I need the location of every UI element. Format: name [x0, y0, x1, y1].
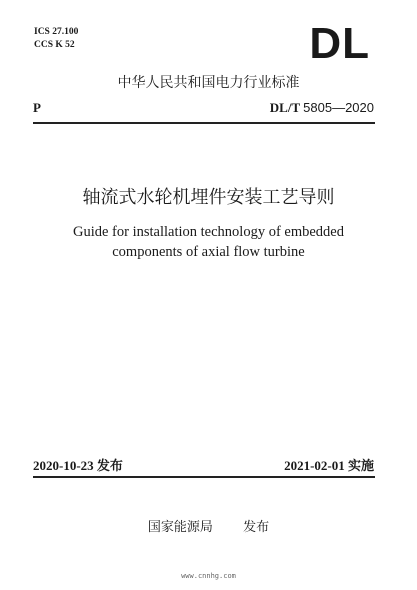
- publisher-name: 国家能源局: [147, 520, 213, 535]
- bottom-divider: [33, 476, 375, 478]
- effective-label: 实施: [347, 459, 374, 474]
- issue-date-block: [33, 455, 123, 474]
- title-chinese: 轴流式水轮机埋件安装工艺导则: [82, 187, 335, 208]
- classification-codes: [34, 26, 78, 52]
- title-english: [0, 222, 417, 262]
- effective-date-block: [284, 455, 374, 474]
- title-english-line2: components of axial flow turbine: [112, 244, 305, 260]
- dl-logo: DL: [309, 19, 370, 68]
- standard-code-number: 5805—2020: [303, 100, 374, 115]
- publisher-line: [0, 516, 417, 535]
- standard-category: 中华人民共和国电力行业标准: [117, 75, 300, 91]
- issue-label: 发布: [96, 459, 123, 474]
- standard-code-prefix: DL/T: [269, 100, 300, 115]
- standard-code: [270, 100, 374, 116]
- top-divider: [33, 122, 375, 124]
- ics-code: ICS 27.100: [34, 27, 79, 37]
- title-english-line1: Guide for installation technology of embedded: [73, 224, 344, 240]
- effective-date: 2021-02-01: [284, 458, 345, 473]
- issue-date: 2020-10-23: [33, 458, 94, 473]
- watermark-url: www.cnnhg.com: [181, 572, 236, 580]
- standard-class-letter: P: [33, 100, 41, 115]
- publisher-label: 发布: [243, 520, 270, 535]
- ccs-code: CCS K 52: [34, 40, 75, 50]
